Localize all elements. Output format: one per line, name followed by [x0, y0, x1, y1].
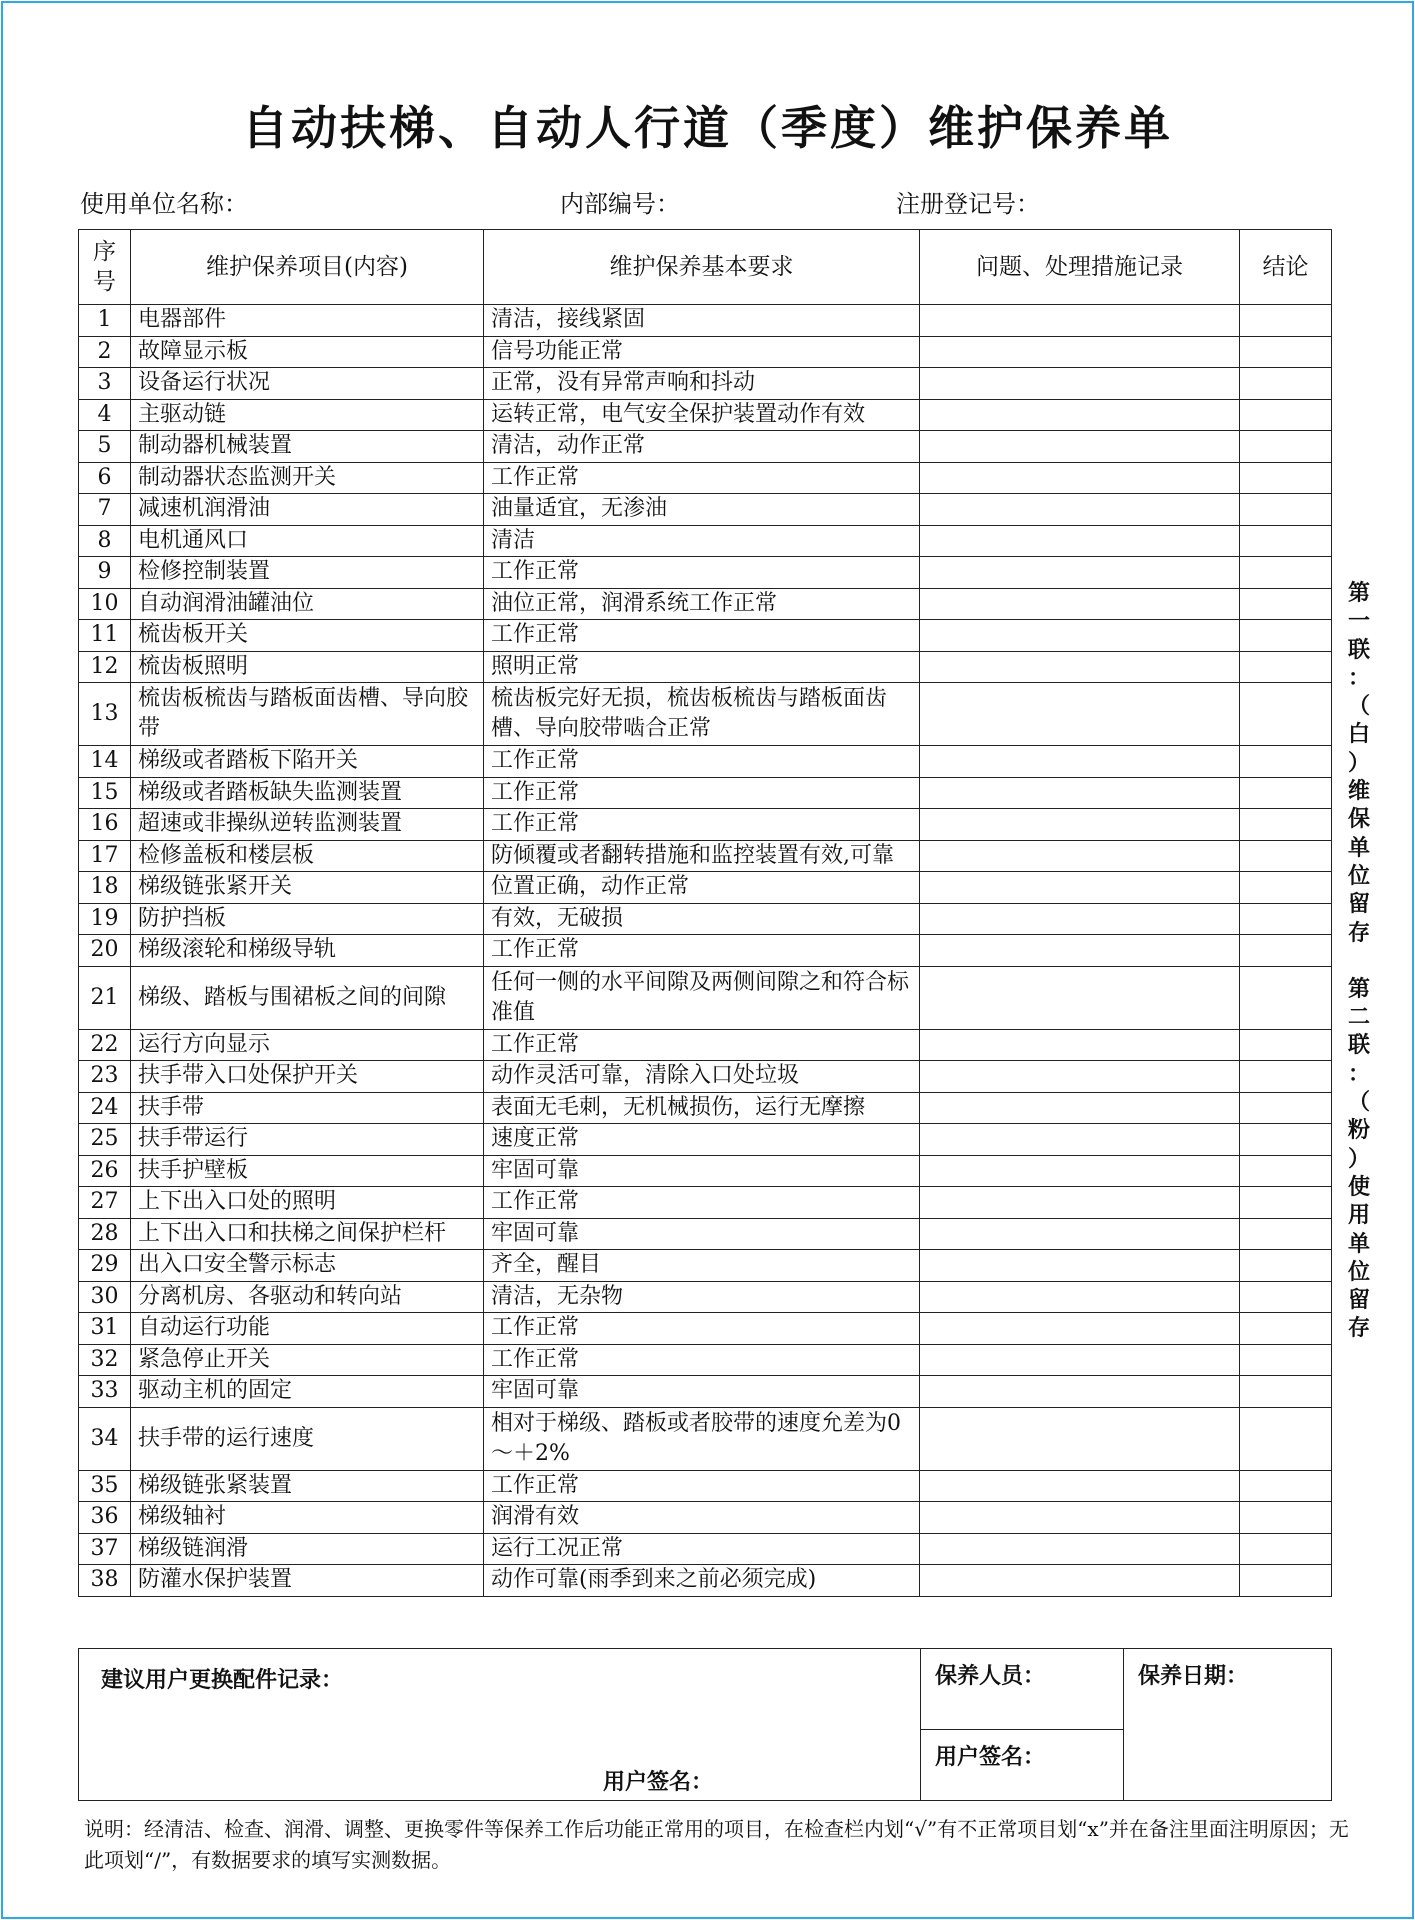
table-row	[79, 336, 1332, 368]
row-conclusion-field[interactable]	[1240, 1250, 1332, 1282]
row-number: 14	[79, 746, 131, 778]
row-item: 检修盖板和楼层板	[131, 840, 484, 872]
row-number: 20	[79, 935, 131, 967]
row-record-field[interactable]	[920, 935, 1240, 967]
table-row	[79, 431, 1332, 463]
table-row	[79, 305, 1332, 337]
row-record-field[interactable]	[920, 1092, 1240, 1124]
header-record: 问题、处理措施记录	[920, 230, 1240, 305]
row-requirement: 有效，无破损	[484, 903, 920, 935]
row-requirement: 正常，没有异常声响和抖动	[484, 368, 920, 400]
row-record-field[interactable]	[920, 368, 1240, 400]
row-record-field[interactable]	[920, 462, 1240, 494]
row-conclusion-field[interactable]	[1240, 1344, 1332, 1376]
row-item: 扶手护壁板	[131, 1155, 484, 1187]
row-number: 15	[79, 777, 131, 809]
row-item: 电机通风口	[131, 525, 484, 557]
row-item: 梯级链润滑	[131, 1533, 484, 1565]
table-row	[79, 1344, 1332, 1376]
row-requirement: 工作正常	[484, 1313, 920, 1345]
table-row	[79, 1502, 1332, 1534]
row-item: 梯级滚轮和梯级导轨	[131, 935, 484, 967]
table-row	[79, 1029, 1332, 1061]
table-row	[79, 777, 1332, 809]
table-row	[79, 1470, 1332, 1502]
row-conclusion-field[interactable]	[1240, 1407, 1332, 1470]
row-requirement: 工作正常	[484, 462, 920, 494]
table-row	[79, 1376, 1332, 1408]
row-number: 22	[79, 1029, 131, 1061]
row-requirement: 动作可靠(雨季到来之前必须完成)	[484, 1565, 920, 1597]
table-row	[79, 1218, 1332, 1250]
row-number: 16	[79, 809, 131, 841]
row-record-field[interactable]	[920, 305, 1240, 337]
table-row	[79, 494, 1332, 526]
copy-distribution-note: 第 一 联 ： （ 白 ） 维 保 单 位 留 存 第 二 联 ： （ 粉 ） 使 用 单 位 留 存	[1347, 581, 1370, 1342]
table-row	[79, 966, 1332, 1029]
row-number: 25	[79, 1124, 131, 1156]
row-conclusion-field[interactable]	[1240, 1470, 1332, 1502]
row-requirement: 工作正常	[484, 620, 920, 652]
parts-record-cell[interactable]	[79, 1649, 921, 1801]
row-item: 扶手带	[131, 1092, 484, 1124]
table-row	[79, 872, 1332, 904]
row-item: 紧急停止开关	[131, 1344, 484, 1376]
table-body	[79, 305, 1332, 1597]
row-number: 28	[79, 1218, 131, 1250]
row-number: 26	[79, 1155, 131, 1187]
row-number: 2	[79, 336, 131, 368]
table-row	[79, 809, 1332, 841]
table-row	[79, 588, 1332, 620]
row-record-field[interactable]	[920, 1533, 1240, 1565]
table-row	[79, 525, 1332, 557]
row-item: 梳齿板梳齿与踏板面齿槽、导向胶带	[131, 683, 484, 746]
row-item: 防灌水保护装置	[131, 1565, 484, 1597]
row-number: 1	[79, 305, 131, 337]
row-record-field[interactable]	[920, 683, 1240, 746]
row-record-field[interactable]	[920, 525, 1240, 557]
row-item: 制动器机械装置	[131, 431, 484, 463]
row-item: 上下出入口和扶梯之间保护栏杆	[131, 1218, 484, 1250]
row-requirement: 清洁，接线紧固	[484, 305, 920, 337]
row-conclusion-field[interactable]	[1240, 651, 1332, 683]
row-record-field[interactable]	[920, 1344, 1240, 1376]
row-conclusion-field[interactable]	[1240, 935, 1332, 967]
row-conclusion-field[interactable]	[1240, 494, 1332, 526]
row-conclusion-field[interactable]	[1240, 368, 1332, 400]
row-requirement: 工作正常	[484, 1029, 920, 1061]
row-number: 6	[79, 462, 131, 494]
registration-no-label: 注册登记号：	[896, 190, 1040, 218]
row-number: 19	[79, 903, 131, 935]
row-item: 梯级、踏板与围裙板之间的间隙	[131, 966, 484, 1029]
row-number: 8	[79, 525, 131, 557]
user-signature-label-left: 用户签名：	[603, 1770, 714, 1795]
table-row	[79, 1155, 1332, 1187]
row-item: 防护挡板	[131, 903, 484, 935]
table-row	[79, 683, 1332, 746]
unit-name-label: 使用单位名称：	[80, 190, 248, 218]
table-row	[79, 651, 1332, 683]
row-item: 减速机润滑油	[131, 494, 484, 526]
row-number: 37	[79, 1533, 131, 1565]
row-conclusion-field[interactable]	[1240, 840, 1332, 872]
row-item: 检修控制装置	[131, 557, 484, 589]
row-item: 电器部件	[131, 305, 484, 337]
row-record-field[interactable]	[920, 1124, 1240, 1156]
parts-record-label: 建议用户更换配件记录：	[101, 1668, 344, 1693]
row-number: 18	[79, 872, 131, 904]
row-number: 30	[79, 1281, 131, 1313]
row-record-field[interactable]	[920, 777, 1240, 809]
row-number: 7	[79, 494, 131, 526]
row-requirement: 运转正常，电气安全保护装置动作有效	[484, 399, 920, 431]
row-conclusion-field[interactable]	[1240, 683, 1332, 746]
row-conclusion-field[interactable]	[1240, 431, 1332, 463]
row-requirement: 齐全，醒目	[484, 1250, 920, 1282]
row-conclusion-field[interactable]	[1240, 966, 1332, 1029]
row-conclusion-field[interactable]	[1240, 1533, 1332, 1565]
row-item: 设备运行状况	[131, 368, 484, 400]
row-item: 自动运行功能	[131, 1313, 484, 1345]
row-conclusion-field[interactable]	[1240, 1092, 1332, 1124]
row-conclusion-field[interactable]	[1240, 1218, 1332, 1250]
row-item: 梯级轴衬	[131, 1502, 484, 1534]
row-requirement: 防倾覆或者翻转措施和监控装置有效,可靠	[484, 840, 920, 872]
row-item: 制动器状态监测开关	[131, 462, 484, 494]
header-requirement: 维护保养基本要求	[484, 230, 920, 305]
row-number: 9	[79, 557, 131, 589]
row-requirement: 清洁	[484, 525, 920, 557]
table-row	[79, 1565, 1332, 1597]
table-row	[79, 1281, 1332, 1313]
row-requirement: 牢固可靠	[484, 1218, 920, 1250]
row-conclusion-field[interactable]	[1240, 777, 1332, 809]
row-requirement: 梳齿板完好无损，梳齿板梳齿与踏板面齿槽、导向胶带啮合正常	[484, 683, 920, 746]
row-conclusion-field[interactable]	[1240, 1187, 1332, 1219]
table-header-row	[79, 230, 1332, 305]
table-row	[79, 903, 1332, 935]
row-number: 24	[79, 1092, 131, 1124]
row-record-field[interactable]	[920, 1313, 1240, 1345]
row-record-field[interactable]	[920, 1029, 1240, 1061]
row-requirement: 工作正常	[484, 1344, 920, 1376]
row-requirement: 位置正确，动作正常	[484, 872, 920, 904]
table-row	[79, 557, 1332, 589]
row-item: 梳齿板开关	[131, 620, 484, 652]
row-requirement: 表面无毛刺，无机械损伤，运行无摩擦	[484, 1092, 920, 1124]
row-item: 扶手带入口处保护开关	[131, 1061, 484, 1093]
table-row	[79, 462, 1332, 494]
row-record-field[interactable]	[920, 1281, 1240, 1313]
row-number: 11	[79, 620, 131, 652]
row-record-field[interactable]	[920, 1061, 1240, 1093]
row-number: 32	[79, 1344, 131, 1376]
row-number: 10	[79, 588, 131, 620]
row-requirement: 运行工况正常	[484, 1533, 920, 1565]
row-record-field[interactable]	[920, 872, 1240, 904]
row-requirement: 工作正常	[484, 935, 920, 967]
row-conclusion-field[interactable]	[1240, 1155, 1332, 1187]
maintainer-cell[interactable]	[921, 1649, 1124, 1730]
row-item: 上下出入口处的照明	[131, 1187, 484, 1219]
row-record-field[interactable]	[920, 1565, 1240, 1597]
table-row	[79, 935, 1332, 967]
header-item: 维护保养项目(内容)	[131, 230, 484, 305]
row-requirement: 动作灵活可靠，清除入口处垃圾	[484, 1061, 920, 1093]
form-title: 自动扶梯、自动人行道（季度）维护保养单	[242, 101, 1173, 155]
user-signature-cell[interactable]	[921, 1730, 1124, 1801]
row-record-field[interactable]	[920, 840, 1240, 872]
row-item: 分离机房、各驱动和转向站	[131, 1281, 484, 1313]
row-number: 35	[79, 1470, 131, 1502]
row-item: 梯级或者踏板缺失监测装置	[131, 777, 484, 809]
row-requirement: 润滑有效	[484, 1502, 920, 1534]
row-number: 5	[79, 431, 131, 463]
row-conclusion-field[interactable]	[1240, 746, 1332, 778]
row-conclusion-field[interactable]	[1240, 1565, 1332, 1597]
row-item: 梳齿板照明	[131, 651, 484, 683]
row-conclusion-field[interactable]	[1240, 872, 1332, 904]
row-requirement: 信号功能正常	[484, 336, 920, 368]
row-conclusion-field[interactable]	[1240, 1502, 1332, 1534]
row-record-field[interactable]	[920, 336, 1240, 368]
row-requirement: 工作正常	[484, 809, 920, 841]
row-number: 3	[79, 368, 131, 400]
maintainer-label: 保养人员：	[935, 1664, 1046, 1689]
row-record-field[interactable]	[920, 1250, 1240, 1282]
table-row	[79, 746, 1332, 778]
table-row	[79, 1533, 1332, 1565]
maintenance-table	[78, 229, 1332, 1597]
row-item: 梯级链张紧装置	[131, 1470, 484, 1502]
row-requirement: 牢固可靠	[484, 1155, 920, 1187]
row-conclusion-field[interactable]	[1240, 336, 1332, 368]
row-record-field[interactable]	[920, 557, 1240, 589]
row-record-field[interactable]	[920, 1470, 1240, 1502]
row-item: 扶手带运行	[131, 1124, 484, 1156]
row-conclusion-field[interactable]	[1240, 462, 1332, 494]
row-conclusion-field[interactable]	[1240, 399, 1332, 431]
row-item: 故障显示板	[131, 336, 484, 368]
row-record-field[interactable]	[920, 620, 1240, 652]
row-number: 4	[79, 399, 131, 431]
row-item: 驱动主机的固定	[131, 1376, 484, 1408]
row-number: 13	[79, 683, 131, 746]
row-record-field[interactable]	[920, 966, 1240, 1029]
row-number: 12	[79, 651, 131, 683]
row-requirement: 速度正常	[484, 1124, 920, 1156]
date-cell[interactable]	[1124, 1649, 1332, 1801]
header-seq	[79, 230, 131, 305]
table-row	[79, 1061, 1332, 1093]
row-conclusion-field[interactable]	[1240, 1376, 1332, 1408]
row-record-field[interactable]	[920, 903, 1240, 935]
table-row	[79, 1187, 1332, 1219]
row-conclusion-field[interactable]	[1240, 1061, 1332, 1093]
row-item: 运行方向显示	[131, 1029, 484, 1061]
table-row	[79, 620, 1332, 652]
row-conclusion-field[interactable]	[1240, 588, 1332, 620]
row-number: 36	[79, 1502, 131, 1534]
row-record-field[interactable]	[920, 399, 1240, 431]
row-number: 29	[79, 1250, 131, 1282]
row-requirement: 工作正常	[484, 1470, 920, 1502]
row-conclusion-field[interactable]	[1240, 1281, 1332, 1313]
row-item: 主驱动链	[131, 399, 484, 431]
row-item: 梯级或者踏板下陷开关	[131, 746, 484, 778]
row-record-field[interactable]	[920, 1502, 1240, 1534]
table-row	[79, 1407, 1332, 1470]
row-number: 38	[79, 1565, 131, 1597]
table-row	[79, 840, 1332, 872]
row-conclusion-field[interactable]	[1240, 1029, 1332, 1061]
row-requirement: 油位正常，润滑系统工作正常	[484, 588, 920, 620]
row-record-field[interactable]	[920, 494, 1240, 526]
table-row	[79, 1124, 1332, 1156]
row-item: 出入口安全警示标志	[131, 1250, 484, 1282]
row-conclusion-field[interactable]	[1240, 525, 1332, 557]
table-row	[79, 1313, 1332, 1345]
row-item: 梯级链张紧开关	[131, 872, 484, 904]
row-number: 31	[79, 1313, 131, 1345]
row-conclusion-field[interactable]	[1240, 903, 1332, 935]
row-record-field[interactable]	[920, 651, 1240, 683]
row-requirement: 清洁，动作正常	[484, 431, 920, 463]
row-requirement: 清洁，无杂物	[484, 1281, 920, 1313]
row-number: 21	[79, 966, 131, 1029]
row-record-field[interactable]	[920, 746, 1240, 778]
header-seq-label: 序 号	[93, 239, 116, 295]
row-requirement: 工作正常	[484, 777, 920, 809]
signature-table	[78, 1648, 1332, 1801]
row-requirement: 工作正常	[484, 1187, 920, 1219]
row-requirement: 任何一侧的水平间隙及两侧间隙之和符合标准值	[484, 966, 920, 1029]
row-number: 23	[79, 1061, 131, 1093]
row-requirement: 牢固可靠	[484, 1376, 920, 1408]
instructions-note: 说明：经清洁、检查、润滑、调整、更换零件等保养工作后功能正常用的项目，在检查栏内划“√”有不正常项目划“x”并在备注里面注明原因；无此项划“/”，有数据要求的填写实测数据。	[84, 1817, 1349, 1872]
row-item: 扶手带的运行速度	[131, 1407, 484, 1470]
row-conclusion-field[interactable]	[1240, 620, 1332, 652]
row-item: 自动润滑油罐油位	[131, 588, 484, 620]
row-conclusion-field[interactable]	[1240, 557, 1332, 589]
row-record-field[interactable]	[920, 1155, 1240, 1187]
internal-no-label: 内部编号：	[560, 190, 680, 218]
row-number: 17	[79, 840, 131, 872]
row-conclusion-field[interactable]	[1240, 1124, 1332, 1156]
user-signature-label-right: 用户签名：	[935, 1745, 1046, 1770]
row-requirement: 工作正常	[484, 557, 920, 589]
row-record-field[interactable]	[920, 431, 1240, 463]
row-item: 超速或非操纵逆转监测装置	[131, 809, 484, 841]
row-conclusion-field[interactable]	[1240, 1313, 1332, 1345]
table-row	[79, 368, 1332, 400]
row-conclusion-field[interactable]	[1240, 809, 1332, 841]
row-record-field[interactable]	[920, 1218, 1240, 1250]
table-row	[79, 1092, 1332, 1124]
row-number: 27	[79, 1187, 131, 1219]
table-row	[79, 399, 1332, 431]
row-requirement: 工作正常	[484, 746, 920, 778]
row-record-field[interactable]	[920, 1187, 1240, 1219]
row-record-field[interactable]	[920, 1407, 1240, 1470]
row-requirement: 相对于梯级、踏板或者胶带的速度允差为0～＋2%	[484, 1407, 920, 1470]
table-row	[79, 1250, 1332, 1282]
row-number: 34	[79, 1407, 131, 1470]
date-label: 保养日期：	[1138, 1664, 1249, 1689]
row-record-field[interactable]	[920, 809, 1240, 841]
row-record-field[interactable]	[920, 1376, 1240, 1408]
row-requirement: 油量适宜，无渗油	[484, 494, 920, 526]
row-conclusion-field[interactable]	[1240, 305, 1332, 337]
header-conclusion: 结论	[1240, 230, 1332, 305]
row-record-field[interactable]	[920, 588, 1240, 620]
row-number: 33	[79, 1376, 131, 1408]
row-requirement: 照明正常	[484, 651, 920, 683]
